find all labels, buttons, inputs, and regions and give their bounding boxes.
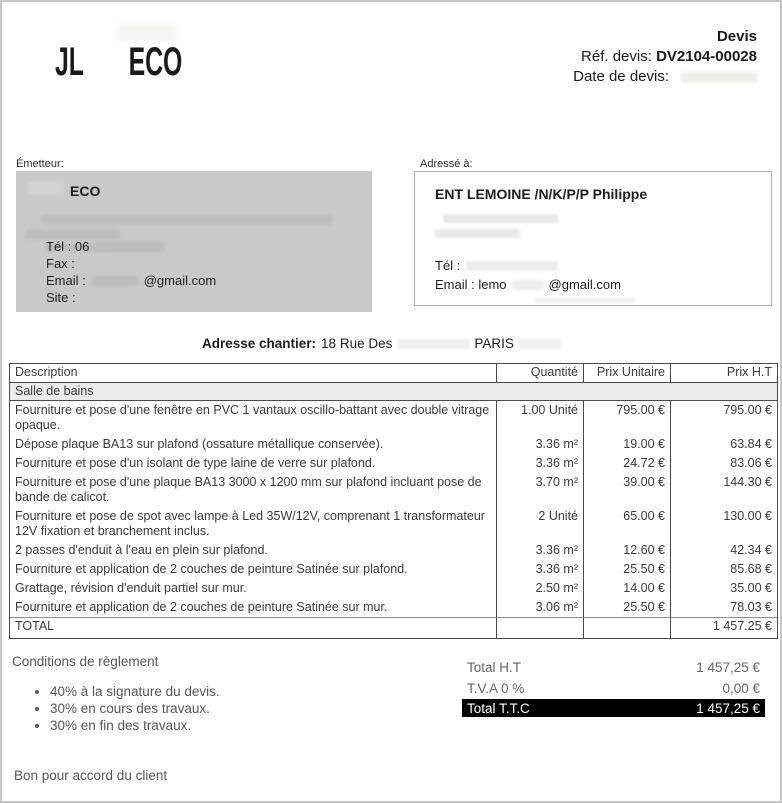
- recipient-phone-label: Tél :: [435, 258, 461, 273]
- reference-label: Réf. devis:: [581, 48, 652, 65]
- worksite-address-label: Adresse chantier:: [202, 336, 317, 351]
- sender-name: ECO: [70, 183, 101, 199]
- item-description: Fourniture et pose d'un isolant de type laine de verre sur plafond.: [10, 454, 497, 473]
- table-header-row: [10, 364, 778, 383]
- sender-phone: Tél : 06: [46, 239, 90, 254]
- tva-label: T.V.A 0 %: [467, 681, 525, 696]
- table-row: [10, 598, 778, 618]
- item-quantity: 2.50 m²: [497, 579, 584, 598]
- company-logo: [55, 42, 260, 82]
- item-unit-price: 14.00 €: [584, 579, 671, 598]
- item-description: 2 passes d'enduit à l'eau en plein sur plafond.: [10, 541, 497, 560]
- item-total: 795.00 €: [671, 401, 778, 436]
- item-total: 42.34 €: [671, 541, 778, 560]
- item-description: Fourniture et pose de spot avec lampe à Led 35W/12V, comprenant 1 transformateur 12V fixation et branchement inclus.: [10, 507, 497, 541]
- item-total: 144.30 €: [671, 473, 778, 507]
- item-unit-price: 65.00 €: [584, 507, 671, 541]
- item-description: Fourniture et pose d'une fenêtre en PVC 1 vantaux oscillo-battant avec double vitrage opaque.: [10, 401, 497, 436]
- recipient-email-label: Email : lemo: [435, 277, 507, 292]
- item-unit-price: 12.60 €: [584, 541, 671, 560]
- totals-summary: [462, 657, 765, 717]
- column-header-unit-price: Prix Unitaire: [584, 364, 671, 383]
- table-total-row: [10, 618, 778, 639]
- redacted-region: [681, 72, 757, 83]
- item-unit-price: 19.00 €: [584, 435, 671, 454]
- tva-row: [462, 678, 765, 699]
- total-ttc-label: Total T.T.C: [467, 700, 530, 716]
- group-label: Salle de bains: [10, 383, 778, 401]
- redacted-region: [535, 298, 635, 303]
- item-total: 35.00 €: [671, 579, 778, 598]
- redacted-region: [26, 230, 120, 239]
- redacted-region: [443, 214, 558, 223]
- total-ht-row: [462, 657, 765, 678]
- reference-line: [573, 47, 757, 67]
- item-total: 130.00 €: [671, 507, 778, 541]
- redacted-region: [466, 261, 558, 271]
- sender-fax: Fax :: [46, 256, 75, 271]
- item-description: Dépose plaque BA13 sur plafond (ossature métallique conservée).: [10, 435, 497, 454]
- table-row: [10, 560, 778, 579]
- table-row: [10, 435, 778, 454]
- sender-box: [16, 171, 372, 312]
- sender-site: Site :: [46, 290, 76, 305]
- redacted-region: [95, 242, 165, 252]
- worksite-street: 18 Rue Des: [321, 336, 393, 351]
- item-quantity: 3.70 m²: [497, 473, 584, 507]
- worksite-address-line: [202, 336, 561, 351]
- item-quantity: 3.36 m²: [497, 560, 584, 579]
- reference-value: DV2104-00028: [656, 48, 757, 65]
- item-quantity: 3.36 m²: [497, 454, 584, 473]
- item-quantity: 3.36 m²: [497, 435, 584, 454]
- line-items-table: [9, 363, 778, 639]
- table-row: [10, 579, 778, 598]
- redacted-region: [519, 339, 561, 349]
- empty-cell: [497, 618, 584, 639]
- logo-text-right: ECO: [128, 40, 183, 84]
- client-approval-text: Bon pour accord du client: [14, 768, 168, 783]
- total-ht-label: Total H.T: [467, 660, 522, 675]
- item-total: 78.03 €: [671, 598, 778, 618]
- sender-email-label: Email :: [46, 273, 86, 288]
- total-ttc-row: [462, 699, 765, 717]
- item-description: Fourniture et application de 2 couches de peinture Satinée sur plafond.: [10, 560, 497, 579]
- redacted-region: [397, 339, 469, 349]
- item-unit-price: 25.50 €: [584, 560, 671, 579]
- table-row: [10, 541, 778, 560]
- recipient-box: [414, 171, 772, 306]
- date-label: Date de devis:: [573, 68, 669, 85]
- redacted-region: [28, 181, 64, 195]
- recipient-name: ENT LEMOINE /N/K/P/P Philippe: [435, 186, 648, 202]
- column-header-total: Prix H.T: [671, 364, 778, 383]
- item-unit-price: 25.50 €: [584, 598, 671, 618]
- payment-terms-title: Conditions de règlement: [12, 654, 159, 669]
- table-row: [10, 401, 778, 436]
- payment-terms-list: [50, 683, 220, 734]
- item-total: 85.68 €: [671, 560, 778, 579]
- recipient-section-label: Adressé à:: [420, 158, 473, 170]
- document-header: [573, 27, 757, 87]
- redacted-region: [42, 215, 332, 224]
- payment-terms: [12, 654, 220, 734]
- item-quantity: 1.00 Unité: [497, 401, 584, 436]
- item-quantity: 2 Unité: [497, 507, 584, 541]
- payment-term-item: • 40% à la signature du devis.: [50, 683, 220, 700]
- column-header-description: Description: [10, 364, 497, 383]
- redacted-region: [92, 276, 138, 286]
- worksite-city: PARIS: [474, 336, 514, 351]
- date-line: [573, 67, 757, 87]
- item-unit-price: 24.72 €: [584, 454, 671, 473]
- item-total: 63.84 €: [671, 435, 778, 454]
- item-unit-price: 795.00 €: [584, 401, 671, 436]
- item-description: Grattage, révision d'enduit partiel sur mur.: [10, 579, 497, 598]
- table-row: [10, 454, 778, 473]
- table-total-value: 1 457.25 €: [671, 618, 778, 639]
- document-title: Devis: [716, 28, 757, 45]
- payment-term-item: • 30% en fin des travaux.: [50, 717, 220, 734]
- item-description: Fourniture et application de 2 couches de peinture Satinée sur mur.: [10, 598, 497, 618]
- tva-value: 0,00 €: [722, 681, 760, 696]
- logo-text-left: JL: [55, 40, 84, 84]
- item-total: 83.06 €: [671, 454, 778, 473]
- item-description: Fourniture et pose d'une plaque BA13 3000 x 1200 mm sur plafond incluant pose de bande de calicot.: [10, 473, 497, 507]
- table-total-label: TOTAL: [10, 618, 497, 639]
- total-ttc-value: 1 457,25 €: [696, 700, 760, 716]
- group-row: [10, 383, 778, 401]
- redacted-region: [435, 229, 520, 238]
- item-quantity: 3.36 m²: [497, 541, 584, 560]
- item-unit-price: 39.00 €: [584, 473, 671, 507]
- total-ht-value: 1 457,25 €: [696, 660, 760, 675]
- payment-term-item: • 30% en cours des travaux.: [50, 700, 220, 717]
- recipient-email-domain: @gmail.com: [548, 277, 621, 292]
- empty-cell: [584, 618, 671, 639]
- sender-email-domain: @gmail.com: [143, 273, 217, 288]
- column-header-quantity: Quantité: [497, 364, 584, 383]
- table-row: [10, 507, 778, 541]
- table-row: [10, 473, 778, 507]
- sender-section-label: Émetteur:: [16, 158, 64, 170]
- item-quantity: 3.06 m²: [497, 598, 584, 618]
- redacted-region: [513, 280, 543, 290]
